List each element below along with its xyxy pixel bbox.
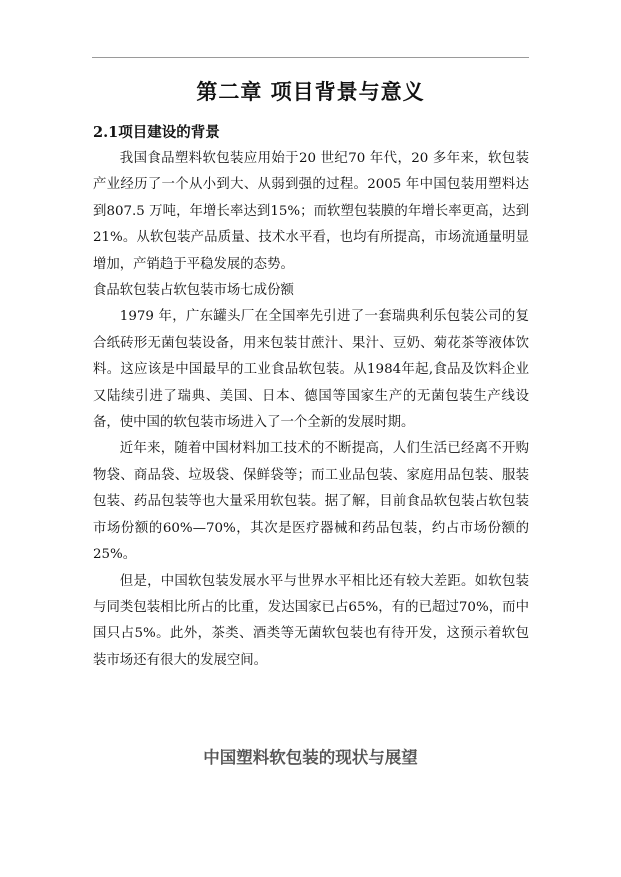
paragraph-2: 1979 年，广东罐头厂在全国率先引进了一套瑞典利乐包装公司的复合纸砖形无菌包装设备，用来包装甘蔗汁、果汁、豆奶、菊花茶等液体饮料。这应该是中国最早的工业食品软包装。从1984年起,食品及饮料企业又陆续引进了瑞典、美国、日本、德国等国家生产的无菌包装生产线设备，使中国的软包装市场进入了一个全新的发展时期。	[93, 309, 529, 431]
paragraph-subtitle: 食品软包装占软包装市场七成份额	[93, 283, 294, 299]
header-rule	[92, 57, 529, 58]
sub-heading: 中国塑料软包装的现状与展望	[203, 748, 418, 767]
body-text	[93, 146, 529, 674]
paragraph-1: 我国食品塑料软包装应用始于20 世纪70 年代，20 多年来，软包装产业经历了一个从小到大、从弱到强的过程。2005 年中国包装用塑料达到807.5 万吨，年增长率达到15%；而软塑包装膜的年增长率更高，达到21%。从软包装产品质量、技术水平看，也均有所提高，市场流通量明显增加，产销趋于平稳发展的态势。	[93, 151, 529, 272]
chapter-title: 第二章 项目背景与意义	[196, 79, 425, 104]
section-heading: 2.1项目建设的背景	[93, 124, 220, 141]
paragraph-3: 近年来，随着中国材料加工技术的不断提高，人们生活已经离不开购物袋、商品袋、垃圾袋、保鲜袋等；而工业品包装、家庭用品包装、服装包装、药品包装等也大量采用软包装。据了解，目前食品软包装占软包装市场份额的60%—70%，其次是医疗器械和药品包装，约占市场份额的25%。	[93, 441, 529, 563]
paragraph-4: 但是，中国软包装发展水平与世界水平相比还有较大差距。如软包装与同类包装相比所占的比重，发达国家已占65%，有的已超过70%，而中国只占5%。此外，茶类、酒类等无菌软包装也有待开发，这预示着软包装市场还有很大的发展空间。	[93, 573, 529, 668]
